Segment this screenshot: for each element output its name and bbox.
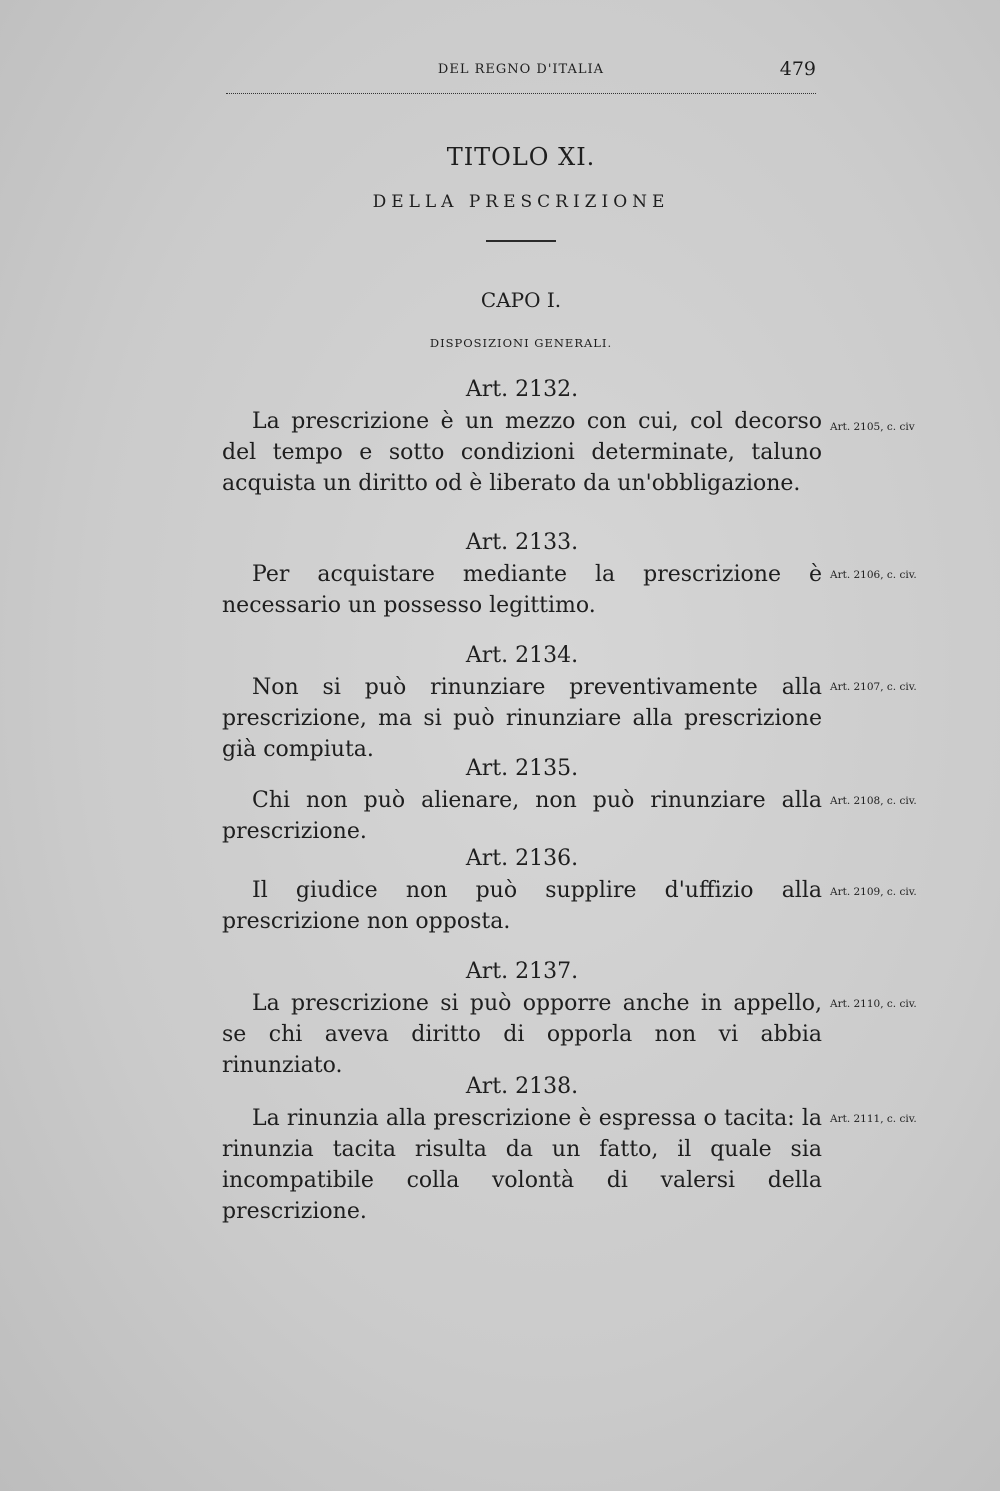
article-2133 — [222, 527, 822, 621]
article-text: Per acquistare mediante la prescrizione è necessario un possesso legittimo. — [222, 562, 822, 618]
article-text: Non si può rinunziare preventivamente alla prescrizione, ma si può rinunziare alla prescrizione già compiuta. — [222, 675, 822, 762]
article-number: Art. 2136. — [465, 846, 579, 871]
article-text: La prescrizione si può opporre anche in appello, se chi aveva diritto di opporla non vi abbia rinunziato. — [222, 991, 822, 1078]
section-heading: DISPOSIZIONI GENERALI. — [429, 336, 613, 350]
header-rule — [226, 93, 816, 94]
article-2136 — [222, 843, 822, 937]
article-number: Art. 2135. — [465, 756, 579, 781]
margin-reference: Art. 2107, c. civ. — [830, 681, 917, 693]
article-text: Chi non può alienare, non può rinunziare alla prescrizione. — [222, 788, 822, 844]
article-text: Il giudice non può supplire d'uffizio alla prescrizione non opposta. — [222, 878, 822, 934]
article-number: Art. 2132. — [465, 377, 579, 402]
article-2132 — [222, 374, 822, 499]
margin-reference: Art. 2106, c. civ. — [830, 569, 917, 581]
article-text: La rinunzia alla prescrizione è espressa o tacita: la rinunzia tacita risulta da un fatto, il quale sia incompatibile colla volontà di valersi della prescrizione. — [222, 1106, 822, 1224]
article-2137 — [222, 956, 822, 1081]
margin-reference: Art. 2108, c. civ. — [830, 795, 917, 807]
article-number: Art. 2133. — [465, 530, 579, 555]
capo-heading: CAPO I. — [480, 288, 562, 312]
margin-reference: Art. 2110, c. civ. — [830, 998, 917, 1010]
titolo-subheading: DELLA PRESCRIZIONE — [372, 192, 670, 212]
titolo-heading: TITOLO XI. — [446, 143, 596, 171]
article-number: Art. 2134. — [465, 643, 579, 668]
article-text: La prescrizione è un mezzo con cui, col decorso del tempo e sotto condizioni determinate, taluno acquista un diritto od è liberato da un'obbligazione. — [222, 409, 822, 496]
margin-reference: Art. 2109, c. civ. — [830, 886, 917, 898]
article-2135 — [222, 753, 822, 847]
article-number: Art. 2138. — [465, 1074, 579, 1099]
title-rule — [486, 240, 556, 242]
article-number: Art. 2137. — [465, 959, 579, 984]
running-head — [226, 58, 816, 86]
article-2138 — [222, 1071, 822, 1227]
running-title: DEL REGNO D'ITALIA — [437, 62, 605, 77]
margin-reference: Art. 2105, c. civ — [830, 421, 915, 433]
article-2134 — [222, 640, 822, 765]
margin-reference: Art. 2111, c. civ. — [830, 1113, 917, 1125]
page-number: 479 — [779, 58, 816, 80]
